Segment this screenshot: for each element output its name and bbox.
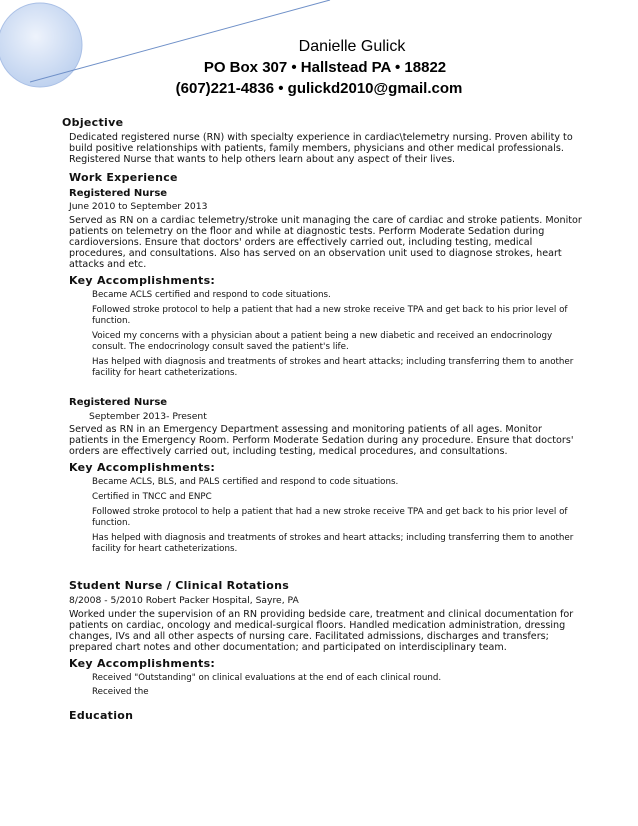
key-accomplishments-heading: Key Accomplishments: (69, 461, 216, 474)
job-dates: June 2010 to September 2013 (69, 201, 208, 212)
list-item: Certified in TNCC and ENPC (92, 492, 212, 502)
list-item: Has helped with diagnosis and treatments of strokes and heart attacks; including transferring them to another facility for heart catheterizations. (92, 357, 574, 378)
list-item: Became ACLS certified and respond to code situations. (92, 290, 331, 300)
contact-info: (607)221-4836 • gulickd2010@gmail.com (175, 80, 463, 97)
education-heading: Education (69, 709, 134, 722)
student-dates-location: 8/2008 - 5/2010 Robert Packer Hospital, Sayre, PA (69, 595, 299, 606)
list-item: Voiced my concerns with a physician about a patient being a new diabetic and received an endocrinology consult. The endocrinology consult saved the patient's life. (92, 331, 553, 352)
job-title: Registered Nurse (69, 397, 168, 408)
student-description: Worked under the supervision of an RN providing bedside care, treatment and clinical documentation for patients on cardiac, oncology and medical-surgical floors. Handled medication administration, dressing changes, IVs and all other aspects of nursing care. Facilitated admissions, discharges and transfers; prepared chart notes and other documentation; and participated on interdisciplinary team. (69, 609, 574, 653)
work-experience-heading: Work Experience (69, 171, 178, 184)
list-item: Received "Outstanding" on clinical evaluations at the end of each clinical round. (92, 673, 442, 683)
list-item: Became ACLS, BLS, and PALS certified and respond to code situations. (92, 477, 399, 487)
mailing-address: PO Box 307 • Hallstead PA • 18822 (203, 59, 447, 76)
objective-text: Dedicated registered nurse (RN) with specialty experience in cardiac\telemetry nursing. Proven ability to build positive relationships with patients, family members, physicians and other medical professionals. Registered Nurse that wants to help others learn about any aspect of their lives. (69, 132, 573, 165)
job-description: Served as RN on a cardiac telemetry/stroke unit managing the care of cardiac and stroke patients. Monitor patients on telemetry on the floor and while at diagnostic tests. Perform Moderate Sedation during cardioversions. Ensure that doctors' orders are effectively carried out, including testing, medical procedures, and consultations. Also has served on an observation unit used to diagnose strokes, heart attacks and etc. (69, 215, 582, 270)
list-item: Received the (92, 687, 149, 697)
resume-header (0, 37, 638, 99)
list-item: Has helped with diagnosis and treatments of strokes and heart attacks; including transferring them to another facility for heart catheterizations. (92, 533, 574, 554)
objective-heading: Objective (62, 116, 124, 129)
candidate-name: Danielle Gulick (298, 38, 406, 55)
list-item: Followed stroke protocol to help a patient that had a new stroke receive TPA and get back to his prior level of function. (92, 305, 568, 326)
job-description: Served as RN in an Emergency Department assessing and monitoring patients of all ages. Monitor patients in the Emergency Room. Perform Moderate Sedation during any procedure. Ensure that doctors' orders are effectively carried out, including testing, medical procedures, and consultations. (69, 424, 574, 457)
key-accomplishments-heading: Key Accomplishments: (69, 657, 216, 670)
job-title: Registered Nurse (69, 188, 168, 199)
list-item: Followed stroke protocol to help a patient that had a new stroke receive TPA and get back to his prior level of function. (92, 507, 568, 528)
resume-body (62, 116, 582, 723)
key-accomplishments-heading: Key Accomplishments: (69, 274, 216, 287)
student-nurse-heading: Student Nurse / Clinical Rotations (69, 579, 290, 592)
job-dates: September 2013- Present (89, 411, 207, 422)
